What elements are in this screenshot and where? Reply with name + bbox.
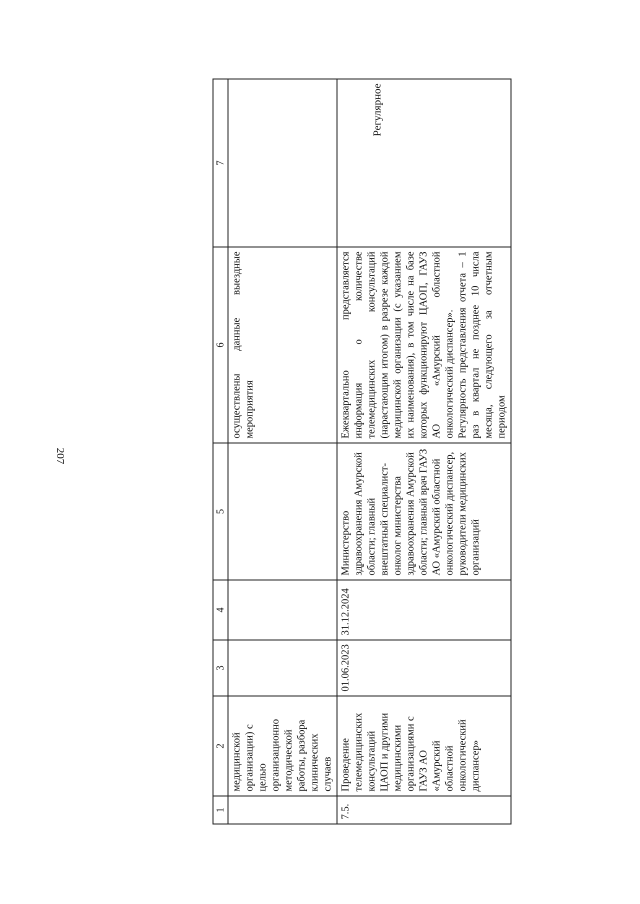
- header-col-3: 3: [213, 640, 228, 696]
- rotated-table-container: [213, 80, 508, 825]
- prev-measure-cell: медицинской организации) с целью организационно методической работы, разбора клинических случаев: [228, 696, 337, 796]
- start-date-cell: 01.06.2023: [337, 640, 511, 696]
- prev-result-cell: осуществлены данные выездные мероприятия: [228, 247, 337, 443]
- prev-start-cell: [228, 640, 337, 696]
- table-row-7-5: [337, 79, 511, 824]
- prev-num-cell: [228, 796, 337, 824]
- result-cell: [337, 247, 511, 443]
- table-header-row: [213, 79, 228, 824]
- measure-description-cell: Проведение телемедицинских консультаций ЦАОП и другими медицинскими организациями с ГАУЗ АО «Амурский областной онкологический диспансер»: [337, 696, 511, 796]
- row-number-cell: 7.5.: [337, 796, 511, 824]
- table-row-previous: [228, 79, 337, 824]
- regularity-cell: Регулярное: [337, 79, 511, 247]
- header-col-6: 6: [213, 247, 228, 443]
- header-col-5: 5: [213, 443, 228, 580]
- prev-responsible-cell: [228, 443, 337, 580]
- prev-regularity-cell: [228, 79, 337, 247]
- prev-end-cell: [228, 580, 337, 640]
- result-text-a: Ежеквартально представляется информация о количестве телемедицинских консультаций (нарастающим итогом) в разрезе каждой медицинской организации (с указанием их наименования), в том числе на базе которых функционируют ЦАОП, ГАУЗ АО «Амурский областной онкологический диспансер».: [340, 251, 456, 439]
- responsible-cell: Министерство здравоохранения Амурской области; главный внештатный специалист-онколог министерства здравоохранения Амурской области; главный врач ГАУЗ АО «Амурский областной онкологический диспансер, руководители медицинских организаций: [337, 443, 511, 580]
- measures-table: [213, 79, 512, 825]
- result-text-b: Регулярность представления отчета – 1 раз в квартал не позднее 10 числа месяца, следующего за отчетным периодом: [457, 251, 508, 439]
- header-col-7: 7: [213, 79, 228, 247]
- end-date-cell: 31.12.2024: [337, 580, 511, 640]
- header-col-1: 1: [213, 796, 228, 824]
- header-col-4: 4: [213, 580, 228, 640]
- page-number-text: 207: [54, 447, 66, 465]
- header-col-2: 2: [213, 696, 228, 796]
